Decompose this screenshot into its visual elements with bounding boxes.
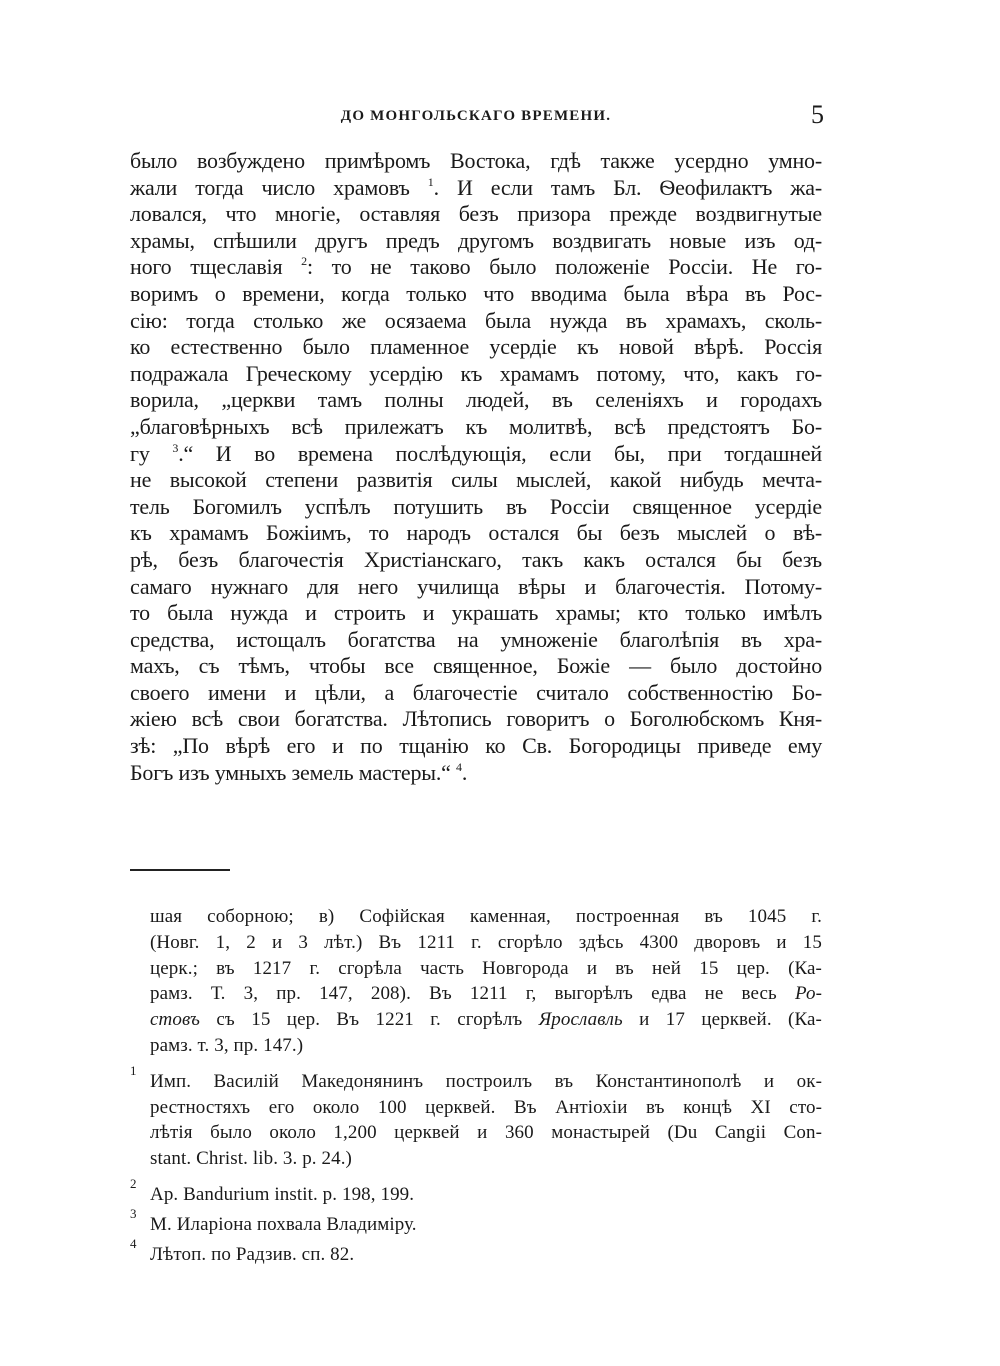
text-line: ного тщеславія $^2$: то не таково было положеніе Россіи. Не го- xyxy=(130,254,822,280)
text-line: ворила, „церкви тамъ полны людей, въ селеніяхъ и городахъ xyxy=(130,387,822,413)
footnote-ref-1[interactable]: 1 xyxy=(427,174,434,189)
text-line: жіею всѣ свои богатства. Лѣтопись говоритъ о Боголюбскомъ Кня- xyxy=(130,706,822,732)
footnote-3: 3 М. Иларіона похвала Владиміру. xyxy=(150,1212,822,1238)
footnote-1: 1 Имп. Василій Македонянинъ построилъ въ Константинополѣ и ок- рестностяхъ его около 100 церквей. Въ Антіохіи въ концѣ XI сто- лѣтія было около 1,200 церквей и 360 монастырей (Du Cangii Con- stant. Christ. lib. 3. p. 24.) xyxy=(150,1069,822,1172)
footnote-line: рамз. т. 3, пр. 147.) xyxy=(150,1034,304,1056)
text-line: воримъ о времени, когда только что вводима была вѣра въ Рос- xyxy=(130,280,822,306)
footnote-ref-3[interactable]: 3 xyxy=(172,440,179,455)
text-line: не высокой степени развитія силы мыслей, какой нибудь мечта- xyxy=(130,467,822,493)
main-text xyxy=(130,148,822,786)
footnote-continued xyxy=(150,904,822,1059)
text-line: ловался, что многіе, оставляя безъ призора прежде воздвигнутые xyxy=(130,201,822,227)
footnote-4: 4 Лѣтоп. по Радзив. сп. 82. xyxy=(150,1242,822,1268)
footnote-ref-4[interactable]: 4 xyxy=(456,759,462,774)
text-line: жали тогда число храмовъ $^1$. И если тамъ Бл. Ѳеофилактъ жа- xyxy=(130,174,822,200)
page-number: 5 xyxy=(811,100,824,129)
text-line: махъ, съ тѣмъ, чтобы все священное, Божіе — было достойно xyxy=(130,653,822,679)
footnote-line: лѣтія было около 1,200 церквей и 360 монастырей (Du Cangii Con- xyxy=(150,1122,822,1144)
text-line: ко естественно было пламенное усердіе къ новой вѣрѣ. Россія xyxy=(130,334,822,360)
footnotes xyxy=(130,904,822,1277)
text-line: гу $^3$.“ И во времена послѣдующія, если бы, при тогдашней xyxy=(130,440,822,466)
text-line: подражала Греческому усердію къ храмамъ потому, что, какъ го- xyxy=(130,360,822,386)
text-line: было возбуждено примѣромъ Востока, гдѣ также усердно умно- xyxy=(130,148,822,173)
text-line: Богъ изъ умныхъ земель мастеры.“ $^4$. xyxy=(130,759,468,785)
footnote-line: stant. Christ. lib. 3. p. 24.) xyxy=(150,1148,352,1170)
running-head xyxy=(130,100,824,129)
text-line: самаго нужнаго для него училища вѣры и благочестія. Потому- xyxy=(130,573,822,599)
text-line: зѣ: „По вѣрѣ его и по тщанію ко Св. Богородицы приведе ему xyxy=(130,733,822,759)
footnote-line: Ap. Bandurium instit. p. 198, 199. xyxy=(150,1183,415,1205)
footnote-line: рамз. Т. 3, пр. 147, 208). Въ 1211 г, выгорѣлъ едва не весь Ро- xyxy=(150,983,822,1005)
running-title: ДО МОНГОЛЬСКАГО ВРЕМЕНИ. xyxy=(340,108,612,124)
footnote-line: Лѣтоп. по Радзив. сп. 82. xyxy=(150,1243,355,1265)
text-line: своего имени и цѣли, а благочестіе считало собственностію Бо- xyxy=(130,679,822,705)
footnote-line: церк.; въ 1217 г. сгорѣла часть Новгорода и въ ней 15 цер. (Ка- xyxy=(150,957,822,979)
text-line: къ храмамъ Божіимъ, то народъ остался бы безъ мыслей о вѣ- xyxy=(130,520,822,546)
footnote-line: Имп. Василій Македонянинъ построилъ въ Константинополѣ и ок- xyxy=(150,1070,822,1092)
footnote-line: М. Иларіона похвала Владиміру. xyxy=(150,1213,417,1235)
footnote-line: стовъ съ 15 цер. Въ 1221 г. сгорѣлъ Ярославль и 17 церквей. (Ка- xyxy=(150,1009,822,1031)
footnote-ref-2[interactable]: 2 xyxy=(301,254,307,269)
text-line: тель Богомилъ успѣлъ потушить въ Россіи священное усердіе xyxy=(130,493,822,519)
text-line: то была нужда и строить и украшать храмы; кто только имѣлъ xyxy=(130,600,822,626)
footnote-2: 2 Ap. Bandurium instit. p. 198, 199. xyxy=(150,1182,822,1208)
footnote-line: шая соборною; в) Софійская каменная, построенная въ 1045 г. xyxy=(150,906,822,927)
footnote-line: (Новг. 1, 2 и 3 лѣт.) Въ 1211 г. сгорѣло здѣсь 4300 дворовъ и 15 xyxy=(150,931,822,953)
text-line: „благовѣрныхъ всѣ прилежатъ къ молитвѣ, всѣ предстоятъ Бо- xyxy=(130,413,822,439)
text-line: средства, истощалъ богатства на умноженіе благолѣпія въ хра- xyxy=(130,626,822,652)
text-line: рѣ, безъ благочестія Христіанскаго, такъ какъ остался бы безъ xyxy=(130,546,822,572)
footnote-line: рестностяхъ его около 100 церквей. Въ Антіохіи въ концѣ XI сто- xyxy=(150,1096,822,1118)
footnote-separator xyxy=(130,869,230,871)
text-line: храмы, спѣшили другъ предъ другомъ воздвигать новые изъ од- xyxy=(130,227,822,253)
text-line: сію: тогда столько же осязаема была нужда въ храмахъ, сколь- xyxy=(130,307,822,333)
